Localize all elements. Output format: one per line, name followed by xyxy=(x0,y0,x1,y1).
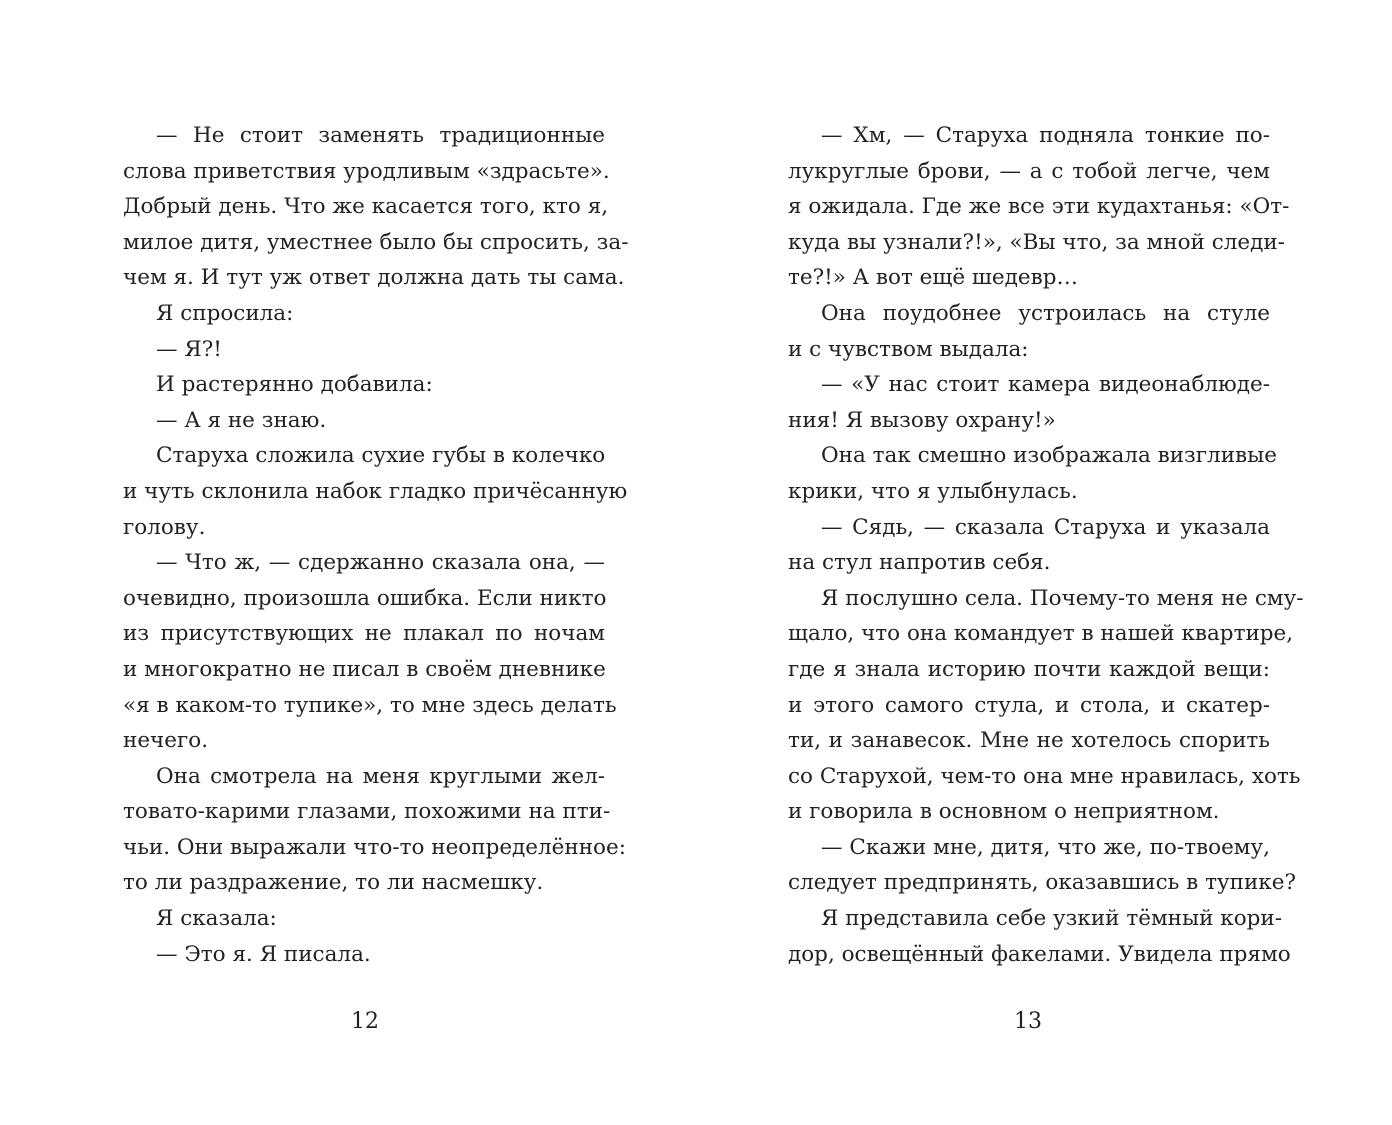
text-line: «я в каком-то тупике», то мне здесь делать xyxy=(123,692,617,718)
text-line: милое дитя, уместнее было бы спросить, за- xyxy=(123,229,629,255)
text-line: на стул напротив себя. xyxy=(788,550,1051,576)
text-line: — «У нас стоит камера видеонаблюде- xyxy=(821,372,1270,398)
text-line: Она поудобнее устроилась на стуле xyxy=(821,300,1270,326)
text-line: со Старухой, чем-то она мне нравилась, хоть xyxy=(788,763,1301,789)
text-line: чем я. И тут уж ответ должна дать ты сама. xyxy=(123,265,625,291)
text-line: Она так смешно изображала визгливые xyxy=(821,443,1277,469)
text-line: щало, что она командует в нашей квартире, xyxy=(788,621,1294,647)
right-page-text xyxy=(788,118,1304,972)
text-line: — А я не знаю. xyxy=(156,407,327,433)
text-line: и с чувством выдала: xyxy=(788,336,1029,362)
text-line: Я послушно села. Почему-то меня не сму- xyxy=(821,585,1304,611)
text-line: слова приветствия уродливым «здрасьте». xyxy=(123,158,610,184)
text-line: товато-карими глазами, похожими на пти- xyxy=(123,799,611,825)
text-line: — Это я. Я писала. xyxy=(156,941,371,967)
text-line: те?!» А вот ещё шедевр… xyxy=(788,265,1078,291)
text-line: и многократно не писал в своём дневнике xyxy=(123,656,606,682)
text-line: И растерянно добавила: xyxy=(156,372,433,398)
text-line: — Скажи мне, дитя, что же, по-твоему, xyxy=(821,834,1270,860)
text-line: ния! Я вызову охрану!» xyxy=(788,407,1056,433)
text-line: ти, и занавесок. Мне не хотелось спорить xyxy=(788,728,1270,754)
text-line: — Я?! xyxy=(156,336,222,362)
text-line: чьи. Они выражали что-то неопределённое: xyxy=(123,834,626,860)
text-line: я ожидала. Где же все эти кудахтанья: «От- xyxy=(788,194,1290,220)
page-number-left: 12 xyxy=(351,1009,379,1034)
text-line: из присутствующих не плакал по ночам xyxy=(123,621,605,647)
text-line: лукруглые брови, — а с тобой легче, чем xyxy=(788,158,1270,184)
text-line: Она смотрела на меня круглыми жел- xyxy=(156,763,605,789)
text-line: Добрый день. Что же касается того, кто я, xyxy=(123,194,609,220)
text-line: нечего. xyxy=(123,728,209,754)
text-line: Я спросила: xyxy=(156,300,294,326)
text-line: — Что ж, — сдержанно сказала она, — xyxy=(156,550,605,576)
text-line: где я знала историю почти каждой вещи: xyxy=(788,656,1270,682)
text-line: и чуть склонила набок гладко причёсанную xyxy=(123,478,628,504)
page-number-right: 13 xyxy=(1014,1009,1042,1034)
text-line: и говорила в основном о неприятном. xyxy=(788,799,1220,825)
text-line: — Не стоит заменять традиционные xyxy=(156,123,605,148)
text-line: то ли раздражение, то ли насмешку. xyxy=(123,870,544,896)
text-line: куда вы узнали?!», «Вы что, за мной следи- xyxy=(788,229,1285,255)
text-line: Я сказала: xyxy=(156,906,277,932)
text-line: очевидно, произошла ошибка. Если никто xyxy=(123,585,607,611)
text-line: голову. xyxy=(123,514,206,540)
text-line: Я представила себе узкий тёмный кори- xyxy=(821,906,1283,932)
text-line: следует предпринять, оказавшись в тупике? xyxy=(788,870,1296,896)
text-line: и этого самого стула, и стола, и скатер- xyxy=(788,692,1270,718)
text-line: — Сядь, — сказала Старуха и указала xyxy=(821,514,1270,540)
text-line: — Хм, — Старуха подняла тонкие по- xyxy=(821,123,1270,148)
text-line: крики, что я улыбнулась. xyxy=(788,478,1078,504)
text-line: дор, освещённый факелами. Увидела прямо xyxy=(788,941,1291,967)
left-page-text xyxy=(123,118,629,972)
text-line: Старуха сложила сухие губы в колечко xyxy=(156,443,606,469)
